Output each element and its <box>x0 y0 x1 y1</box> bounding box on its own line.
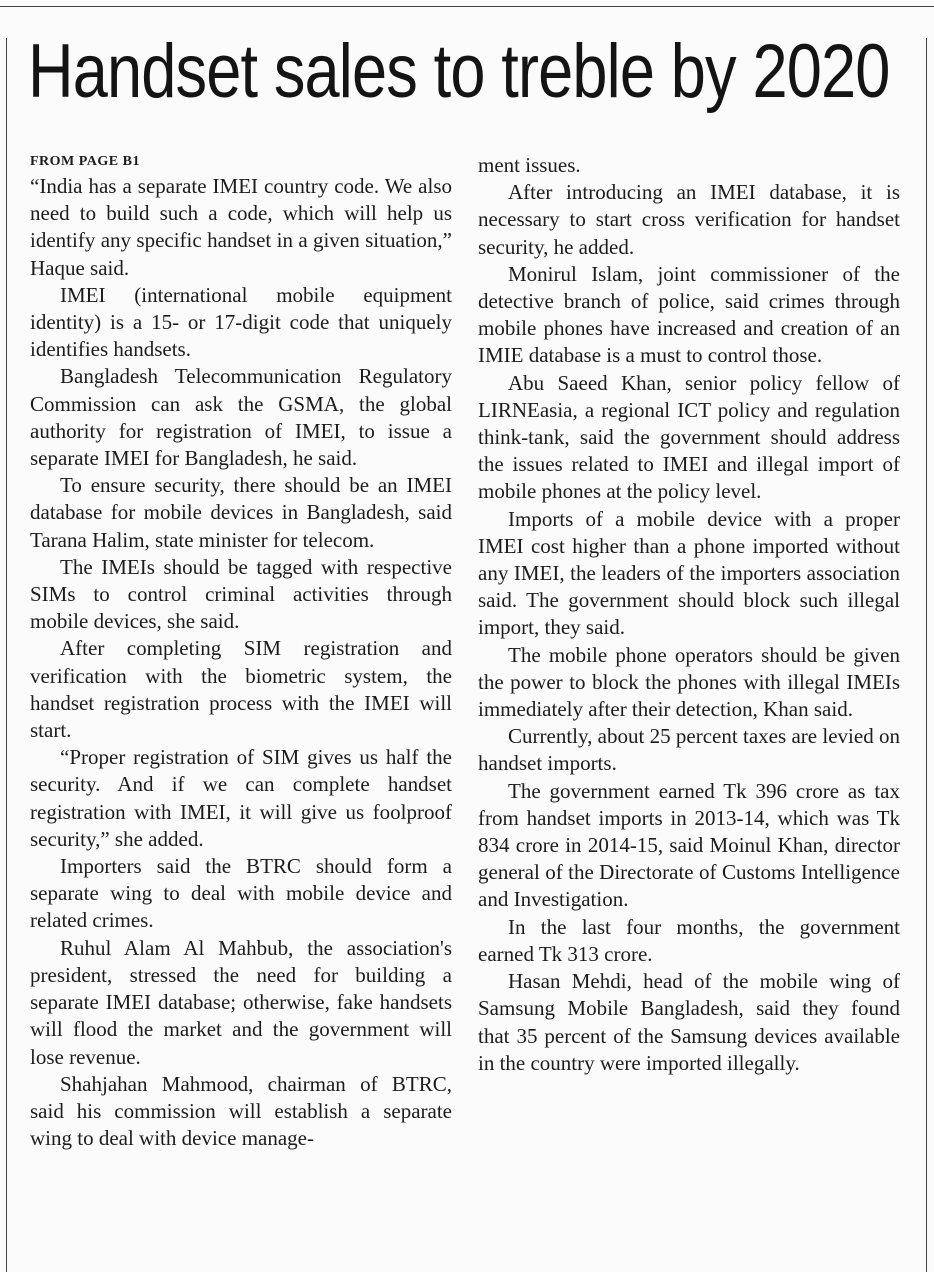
paragraph: “India has a separate IMEI country code. We also need to build such a code, which will help us identify any specific handset in a given situation,” Haque said. <box>30 174 452 280</box>
paragraph: Abu Saeed Khan, senior policy fellow of LIRNEasia, a regional ICT policy and regulation think-tank, said the government should address the issues related to IMEI and illegal import of mobile phones at the policy level. <box>478 370 900 504</box>
paragraph: After introducing an IMEI database, it is necessary to start cross verification for handset security, he added. <box>478 180 900 259</box>
headline: Handset sales to treble by 2020 <box>28 29 890 114</box>
paragraph: “Proper registration of SIM gives us half the security. And if we can complete handset registration with IMEI, it will give us foolproof security,” she added. <box>30 745 452 851</box>
paragraph: IMEI (international mobile equipment identity) is a 15- or 17-digit code that uniquely identifies handsets. <box>30 282 452 362</box>
paragraph: In the last four months, the government earned Tk 313 crore. <box>478 914 900 966</box>
right-border <box>926 38 927 1272</box>
article-column-right <box>478 152 900 1077</box>
paragraph: The government earned Tk 396 crore as tax from handset imports in 2013-14, which was Tk 834 crore in 2014-15, said Moinul Khan, director general of the Directorate of Customs Intelligence and Investigation. <box>478 778 900 912</box>
paragraph: Currently, about 25 percent taxes are levied on handset imports. <box>478 724 900 776</box>
top-rule <box>0 6 934 7</box>
paragraph: Imports of a mobile device with a proper IMEI cost higher than a phone imported without any IMEI, the leaders of the importers association said. The government should block such illegal import, they said. <box>478 506 900 640</box>
paragraph: Ruhul Alam Al Mahbub, the association's president, stressed the need for building a separate IMEI database; otherwise, fake handsets will flood the market and the government will lose revenue. <box>30 935 452 1069</box>
paragraph: The mobile phone operators should be given the power to block the phones with illegal IMEIs immediately after their detection, Khan said. <box>478 642 900 722</box>
paragraph: After completing SIM registration and verification with the biometric system, the handset registration process with the IMEI will start. <box>30 636 452 743</box>
continuation-slug: FROM PAGE B1 <box>30 154 140 169</box>
article-column-left <box>30 152 452 1152</box>
paragraph: ment issues. <box>478 153 581 177</box>
paragraph: Hasan Mehdi, head of the mobile wing of Samsung Mobile Bangladesh, said they found that 35 percent of the Samsung devices available in the country were imported illegally. <box>478 969 900 1075</box>
paragraph: To ensure security, there should be an IMEI database for mobile devices in Bangladesh, said Tarana Halim, state minister for telecom. <box>30 473 452 552</box>
paragraph: The IMEIs should be tagged with respective SIMs to control criminal activities through mobile devices, she said. <box>30 554 452 634</box>
paragraph: Shahjahan Mahmood, chairman of BTRC, said his commission will establish a separate wing to deal with device manage- <box>30 1071 452 1151</box>
paragraph: Monirul Islam, joint commissioner of the detective branch of police, said crimes through mobile phones have increased and creation of an IMIE database is a must to control those. <box>478 261 900 368</box>
paragraph: Bangladesh Telecommunication Regulatory Commission can ask the GSMA, the global authority for registration of IMEI, to issue a separate IMEI for Bangladesh, he said. <box>30 364 452 471</box>
left-border <box>6 38 7 1272</box>
paragraph: Importers said the BTRC should form a separate wing to deal with mobile device and related crimes. <box>30 854 452 933</box>
